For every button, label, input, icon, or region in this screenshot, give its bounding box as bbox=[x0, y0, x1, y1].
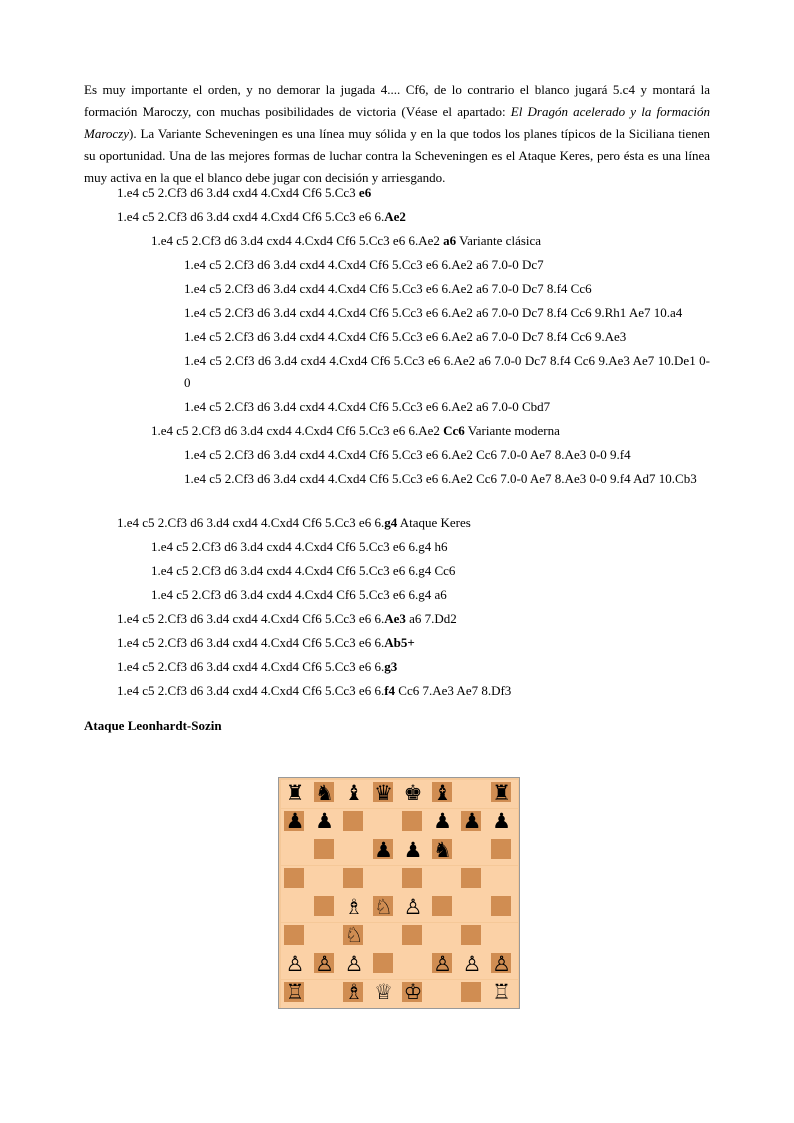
intro-text-2: ). La Variante Scheveningen es una línea muy sólida y en la que todos los planes típicos de la Siciliana tienen su oportunidad. Una de las mejores formas de luchar contra la Scheveningen es el Ataque Keres, pero ésta es una línea muy activa en la que el blanco debe jugar con decisión y arriesgando. bbox=[84, 126, 710, 185]
variation-name: Variante moderna bbox=[464, 423, 560, 438]
variation-moves: 1.e4 c5 2.Cf3 d6 3.d4 cxd4 4.Cxd4 Cf6 5.Cc3 e6 6.g4 Cc6 bbox=[151, 563, 456, 578]
square-e6 bbox=[399, 837, 429, 865]
key-move: e6 bbox=[358, 185, 372, 200]
variation-moves: 1.e4 c5 2.Cf3 d6 3.d4 cxd4 4.Cxd4 Cf6 5.Cc3 e6 6.Ae2 a6 7.0-0 Dc7 8.f4 Cc6 9.Rh1 Ae7 10.a4 bbox=[184, 305, 683, 320]
square-h5 bbox=[488, 866, 518, 894]
square-c8 bbox=[340, 780, 370, 808]
square-b5 bbox=[311, 866, 341, 894]
square-c6 bbox=[340, 837, 370, 865]
dark-square-fill bbox=[461, 925, 481, 945]
square-b2 bbox=[311, 951, 341, 979]
white-king-icon: ♔ bbox=[403, 980, 423, 1004]
dark-square-fill bbox=[314, 839, 334, 859]
square-f8 bbox=[429, 780, 459, 808]
square-d2 bbox=[370, 951, 400, 979]
white-knight-icon: ♘ bbox=[344, 923, 364, 947]
variation-moves: 1.e4 c5 2.Cf3 d6 3.d4 cxd4 4.Cxd4 Cf6 5.Cc3 e6 6.Ae2 bbox=[151, 423, 444, 438]
square-b4 bbox=[311, 894, 341, 922]
square-e2 bbox=[399, 951, 429, 979]
square-h3 bbox=[488, 923, 518, 951]
dark-square-fill bbox=[461, 982, 481, 1002]
dark-square-fill bbox=[402, 811, 422, 831]
dark-square-fill bbox=[432, 896, 452, 916]
variation-moves: 1.e4 c5 2.Cf3 d6 3.d4 cxd4 4.Cxd4 Cf6 5.Cc3 e6 6. bbox=[117, 683, 385, 698]
variation-name: Ataque Keres bbox=[397, 515, 471, 530]
variation-line bbox=[151, 560, 455, 582]
black-rook-icon: ♜ bbox=[492, 780, 511, 805]
square-d6 bbox=[370, 837, 400, 865]
square-d3 bbox=[370, 923, 400, 951]
white-rook-icon: ♖ bbox=[285, 980, 305, 1004]
dark-square-fill bbox=[284, 868, 304, 888]
square-a7 bbox=[281, 809, 311, 837]
square-d8 bbox=[370, 780, 400, 808]
square-g2 bbox=[458, 951, 488, 979]
square-f1 bbox=[429, 980, 459, 1008]
variation-moves: 1.e4 c5 2.Cf3 d6 3.d4 cxd4 4.Cxd4 Cf6 5.Cc3 e6 6.Ae2 a6 7.0-0 Dc7 bbox=[184, 257, 544, 272]
square-f3 bbox=[429, 923, 459, 951]
variation-name: a6 7.Dd2 bbox=[405, 611, 457, 626]
square-b7 bbox=[311, 809, 341, 837]
black-knight-icon: ♞ bbox=[433, 837, 452, 862]
white-pawn-icon: ♙ bbox=[285, 951, 305, 976]
square-h2 bbox=[488, 951, 518, 979]
square-a6 bbox=[281, 837, 311, 865]
square-e4 bbox=[399, 894, 429, 922]
variation-line bbox=[151, 584, 447, 606]
square-h7 bbox=[488, 809, 518, 837]
white-bishop-icon: ♗ bbox=[344, 894, 364, 919]
square-c7 bbox=[340, 809, 370, 837]
variation-moves: 1.e4 c5 2.Cf3 d6 3.d4 cxd4 4.Cxd4 Cf6 5.Cc3 e6 6. bbox=[117, 659, 385, 674]
key-move: Ae2 bbox=[384, 209, 406, 224]
black-rook-icon: ♜ bbox=[285, 780, 305, 805]
variation-moves: 1.e4 c5 2.Cf3 d6 3.d4 cxd4 4.Cxd4 Cf6 5.Cc3 e6 6. bbox=[117, 611, 385, 626]
square-e1 bbox=[399, 980, 429, 1008]
square-c5 bbox=[340, 866, 370, 894]
square-c4 bbox=[340, 894, 370, 922]
intro-italic-ref: El Dragón acelerado y la formación Maroczy bbox=[84, 104, 710, 141]
variation-line bbox=[151, 420, 560, 442]
black-pawn-icon: ♟ bbox=[285, 809, 305, 833]
square-e5 bbox=[399, 866, 429, 894]
square-g1 bbox=[458, 980, 488, 1008]
square-h4 bbox=[488, 894, 518, 922]
chess-board bbox=[278, 777, 520, 1009]
white-knight-icon: ♘ bbox=[374, 894, 393, 919]
square-e8 bbox=[399, 780, 429, 808]
dark-square-fill bbox=[373, 953, 393, 973]
variation-line bbox=[184, 254, 710, 276]
square-d5 bbox=[370, 866, 400, 894]
variation-line bbox=[184, 444, 710, 466]
square-a2 bbox=[281, 951, 311, 979]
dark-square-fill bbox=[314, 896, 334, 916]
key-move: Ae3 bbox=[384, 611, 406, 626]
variation-moves: 1.e4 c5 2.Cf3 d6 3.d4 cxd4 4.Cxd4 Cf6 5.Cc3 e6 6.Ae2 bbox=[151, 233, 444, 248]
square-a5 bbox=[281, 866, 311, 894]
square-d1 bbox=[370, 980, 400, 1008]
key-move: Cc6 bbox=[443, 423, 465, 438]
dark-square-fill bbox=[491, 839, 511, 859]
variation-line bbox=[151, 230, 541, 252]
variation-moves: 1.e4 c5 2.Cf3 d6 3.d4 cxd4 4.Cxd4 Cf6 5.Cc3 e6 6.Ae2 Cc6 7.0-0 Ae7 8.Ae3 0-0 9.f4 bbox=[184, 447, 631, 462]
square-a4 bbox=[281, 894, 311, 922]
variation-moves: 1.e4 c5 2.Cf3 d6 3.d4 cxd4 4.Cxd4 Cf6 5.Cc3 e6 6.Ae2 Cc6 7.0-0 Ae7 8.Ae3 0-0 9.f4 Ad7 10.Cb3 bbox=[184, 471, 697, 486]
variation-line bbox=[117, 182, 371, 204]
square-d4 bbox=[370, 894, 400, 922]
variation-moves: 1.e4 c5 2.Cf3 d6 3.d4 cxd4 4.Cxd4 Cf6 5.Cc3 e6 6. bbox=[117, 209, 385, 224]
black-knight-icon: ♞ bbox=[315, 780, 334, 805]
square-b1 bbox=[311, 980, 341, 1008]
variation-line bbox=[184, 396, 710, 418]
variation-moves: 1.e4 c5 2.Cf3 d6 3.d4 cxd4 4.Cxd4 Cf6 5.Cc3 e6 6.Ae2 a6 7.0-0 Cbd7 bbox=[184, 399, 551, 414]
key-move: g3 bbox=[384, 659, 398, 674]
variation-line bbox=[117, 206, 406, 228]
white-rook-icon: ♖ bbox=[492, 980, 511, 1004]
white-bishop-icon: ♗ bbox=[344, 980, 364, 1004]
square-b3 bbox=[311, 923, 341, 951]
white-pawn-icon: ♙ bbox=[492, 951, 511, 976]
variation-name: Variante clásica bbox=[456, 233, 542, 248]
black-pawn-icon: ♟ bbox=[492, 809, 511, 833]
intro-paragraph bbox=[84, 79, 710, 189]
square-c3 bbox=[340, 923, 370, 951]
variation-moves: 1.e4 c5 2.Cf3 d6 3.d4 cxd4 4.Cxd4 Cf6 5.Cc3 e6 6.Ae2 a6 7.0-0 Dc7 8.f4 Cc6 9.Ae3 bbox=[184, 329, 627, 344]
square-c1 bbox=[340, 980, 370, 1008]
black-king-icon: ♚ bbox=[403, 780, 423, 805]
black-bishop-icon: ♝ bbox=[344, 780, 364, 805]
square-f7 bbox=[429, 809, 459, 837]
white-pawn-icon: ♙ bbox=[403, 894, 423, 919]
variation-moves: 1.e4 c5 2.Cf3 d6 3.d4 cxd4 4.Cxd4 Cf6 5.Cc3 e6 6.Ae2 a6 7.0-0 Dc7 8.f4 Cc6 9.Ae3 Ae7 10.De1 0-0 bbox=[184, 353, 710, 390]
dark-square-fill bbox=[343, 811, 363, 831]
square-g7 bbox=[458, 809, 488, 837]
variation-moves: 1.e4 c5 2.Cf3 d6 3.d4 cxd4 4.Cxd4 Cf6 5.Cc3 e6 6.Ae2 a6 7.0-0 Dc7 8.f4 Cc6 bbox=[184, 281, 592, 296]
square-f4 bbox=[429, 894, 459, 922]
key-move: Ab5+ bbox=[384, 635, 415, 650]
square-d7 bbox=[370, 809, 400, 837]
square-g8 bbox=[458, 780, 488, 808]
variation-moves: 1.e4 c5 2.Cf3 d6 3.d4 cxd4 4.Cxd4 Cf6 5.Cc3 e6 6. bbox=[117, 635, 385, 650]
key-move: g4 bbox=[384, 515, 398, 530]
variation-moves: 1.e4 c5 2.Cf3 d6 3.d4 cxd4 4.Cxd4 Cf6 5.Cc3 e6 6. bbox=[117, 515, 385, 530]
dark-square-fill bbox=[343, 868, 363, 888]
variation-line bbox=[117, 632, 415, 654]
variation-line bbox=[117, 680, 511, 702]
section-title: Ataque Leonhardt-Sozin bbox=[84, 718, 222, 733]
square-g6 bbox=[458, 837, 488, 865]
white-pawn-icon: ♙ bbox=[315, 951, 334, 976]
black-bishop-icon: ♝ bbox=[433, 780, 452, 805]
black-pawn-icon: ♟ bbox=[374, 837, 393, 862]
variation-line bbox=[184, 468, 710, 490]
key-move: f4 bbox=[384, 683, 396, 698]
black-pawn-icon: ♟ bbox=[403, 837, 423, 862]
square-h6 bbox=[488, 837, 518, 865]
square-f5 bbox=[429, 866, 459, 894]
black-queen-icon: ♛ bbox=[374, 780, 393, 805]
square-b8 bbox=[311, 780, 341, 808]
variation-line bbox=[184, 302, 710, 324]
white-pawn-icon: ♙ bbox=[344, 951, 364, 976]
black-pawn-icon: ♟ bbox=[462, 809, 482, 833]
intro-text-1: Es muy importante el orden, y no demorar la jugada 4.... Cf6, de lo contrario el blanco jugará 5.c4 y montará la formación Maroczy, con muchas posibilidades de victoria (Véase el apartado: bbox=[84, 82, 710, 119]
key-move: a6 bbox=[443, 233, 457, 248]
square-a8 bbox=[281, 780, 311, 808]
variation-line bbox=[184, 326, 710, 348]
square-f6 bbox=[429, 837, 459, 865]
square-g5 bbox=[458, 866, 488, 894]
variation-moves: 1.e4 c5 2.Cf3 d6 3.d4 cxd4 4.Cxd4 Cf6 5.Cc3 e6 6.g4 a6 bbox=[151, 587, 447, 602]
variation-line bbox=[151, 536, 447, 558]
dark-square-fill bbox=[491, 896, 511, 916]
square-e3 bbox=[399, 923, 429, 951]
white-pawn-icon: ♙ bbox=[433, 951, 452, 976]
variation-name: Cc6 7.Ae3 Ae7 8.Df3 bbox=[395, 683, 512, 698]
white-queen-icon: ♕ bbox=[374, 980, 393, 1004]
black-pawn-icon: ♟ bbox=[315, 809, 334, 833]
square-b6 bbox=[311, 837, 341, 865]
square-g3 bbox=[458, 923, 488, 951]
variation-line bbox=[117, 656, 397, 678]
square-e7 bbox=[399, 809, 429, 837]
square-c2 bbox=[340, 951, 370, 979]
variation-line bbox=[184, 350, 710, 394]
variation-line bbox=[117, 512, 471, 534]
square-a3 bbox=[281, 923, 311, 951]
black-pawn-icon: ♟ bbox=[433, 809, 452, 833]
square-h8 bbox=[488, 780, 518, 808]
dark-square-fill bbox=[461, 868, 481, 888]
dark-square-fill bbox=[402, 868, 422, 888]
variation-moves: 1.e4 c5 2.Cf3 d6 3.d4 cxd4 4.Cxd4 Cf6 5.Cc3 e6 6.g4 h6 bbox=[151, 539, 448, 554]
dark-square-fill bbox=[402, 925, 422, 945]
square-h1 bbox=[488, 980, 518, 1008]
square-f2 bbox=[429, 951, 459, 979]
variation-line bbox=[184, 278, 710, 300]
square-g4 bbox=[458, 894, 488, 922]
variation-line bbox=[117, 608, 457, 630]
square-a1 bbox=[281, 980, 311, 1008]
dark-square-fill bbox=[284, 925, 304, 945]
white-pawn-icon: ♙ bbox=[462, 951, 482, 976]
variation-moves: 1.e4 c5 2.Cf3 d6 3.d4 cxd4 4.Cxd4 Cf6 5.Cc3 bbox=[117, 185, 359, 200]
